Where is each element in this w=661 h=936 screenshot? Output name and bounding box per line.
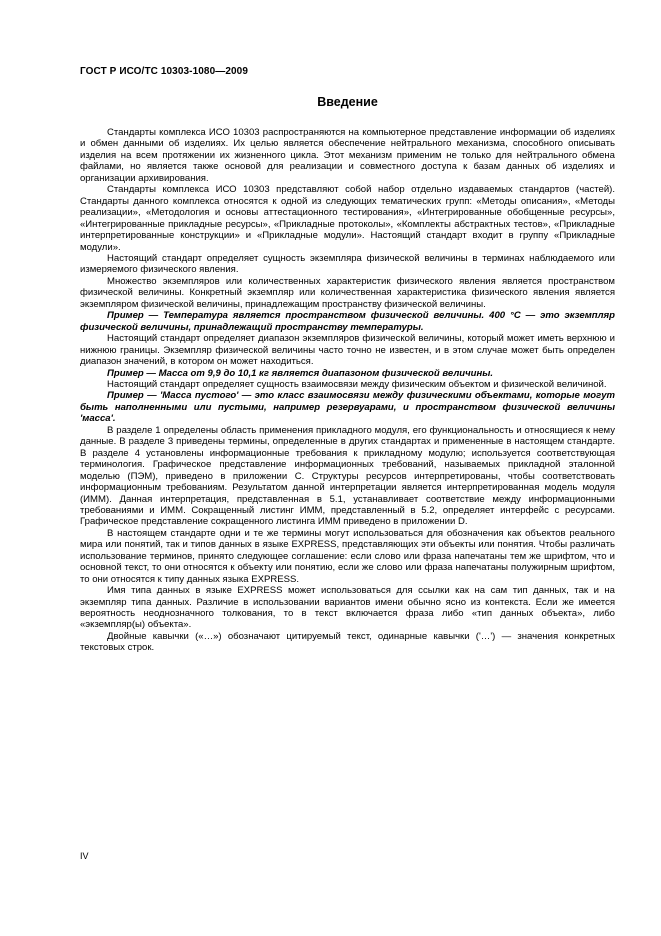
paragraph: Двойные кавычки («…») обозначают цитируемый текст, одинарные кавычки ('…') — значения конкретных текстовых строк.	[80, 630, 615, 654]
paragraph: Настоящий стандарт определяет сущность взаимосвязи между физическим объектом и физической величиной.	[107, 378, 607, 390]
page-number: IV	[80, 851, 89, 861]
paragraph: Имя типа данных в языке EXPRESS может использоваться для ссылки как на сам тип данных, так и на экземпляр типа данных. Различие в использовании вариантов имени обычно ясно из контекста. Если же имеется вероятность неоднозначного толкования, то в текст включается фраза либо «тип данных объекта», либо «экземпляр(ы) объекта».	[80, 585, 615, 631]
paragraph: Множество экземпляров или количественных характеристик физического явления является пространством физической величины. Конкретный экземпляр или количественная характеристика физического явления является экземпляром физической величины, принадлежащим пространству физической величины.	[80, 275, 615, 310]
paragraph: В настоящем стандарте одни и те же термины могут использоваться для обозначения как объектов реального мира или понятий, так и типов данных в языке EXPRESS, представляющих эти объекты или понятия. Чтобы различать использование терминов, принято следующее соглашение: если слово или фраза напечатаны тем же шрифтом, что и основной текст, то они относятся к объекту или понятию, если же слово или фраза напечатаны полужирным шрифтом, то они относятся к типу данных языка EXPRESS.	[80, 527, 615, 585]
paragraph: Стандарты комплекса ИСО 10303 распространяются на компьютерное представление информации об изделиях и обмен данными об изделиях. Их целью является обеспечение нейтрального механизма, способного описывать изделия на всем протяжении их жизненного цикла. Этот механизм применим не только для нейтрального обмена файлами, но является также основой для реализации и совместного доступа к базам данных об изделиях и организации архивирования.	[80, 127, 615, 184]
paragraph: Стандарты комплекса ИСО 10303 представляют собой набор отдельно издаваемых стандартов (частей). Стандарты данного комплекса относятся к одной из следующих тематических групп: «Методы описания», «Методы реализации», «Методология и основы аттестационного тестирования», «Интегрированные обобщенные ресурсы», «Интегрированные прикладные ресурсы», «Прикладные протоколы», «Комплекты абстрактных тестов», «Прикладные интерпретированные конструкции» и «Прикладные модули». Настоящий стандарт входит в группу «Прикладные модули».	[80, 184, 615, 253]
document-body	[80, 127, 615, 654]
paragraph: Настоящий стандарт определяет диапазон экземпляров физической величины, который может иметь верхнюю и нижнюю границы. Экземпляр физической величины часто точно не известен, и в этом случае может быть определен диапазон значений, в котором он может находиться.	[80, 333, 615, 368]
section-title: Введение	[317, 95, 378, 109]
standard-header: ГОСТ Р ИСО/ТС 10303-1080—2009	[80, 66, 248, 77]
example-paragraph: Пример — Масса от 9,9 до 10,1 кг является диапазоном физической величины.	[107, 367, 494, 379]
paragraph: В разделе 1 определены область применения прикладного модуля, его функциональность и относящиеся к нему данные. В разделе 3 приведены термины, определенные в других стандартах и примененные в настоящем стандарте. В разделе 4 установлены информационные требования к прикладному модулю; используется соответствующая терминология. Графическое представление информационных требований, называемых прикладной эталонной моделью (ПЭМ), приведено в приложении С. Структуры ресурсов интерпретированы, чтобы соответствовать информационным требованиям. Результатом данной интерпретации является интерпретированная модель модуля (ИММ). Данная интерпретация, представленная в 5.1, устанавливает соответствие между информационными требованиями и ИММ. Сокращенный листинг ИММ, представленный в 5.2, определяет интерфейс с ресурсами. Графическое представление сокращенного листинга ИММ приведено в приложении D.	[80, 424, 615, 528]
example-paragraph: Пример — 'Масса пустого' — это класс взаимосвязи между физическими объектами, которые могут быть наполненными или пустыми, например резервуарами, и пространством физической величины 'масса'.	[80, 390, 615, 425]
paragraph: Настоящий стандарт определяет сущность экземпляра физической величины в терминах наблюдаемого или измеряемого физического явления.	[80, 252, 615, 276]
example-paragraph: Пример — Температура является пространством физической величины. 400 °С — это экземпляр физической величины, принадлежащий пространству температуры.	[80, 310, 615, 333]
